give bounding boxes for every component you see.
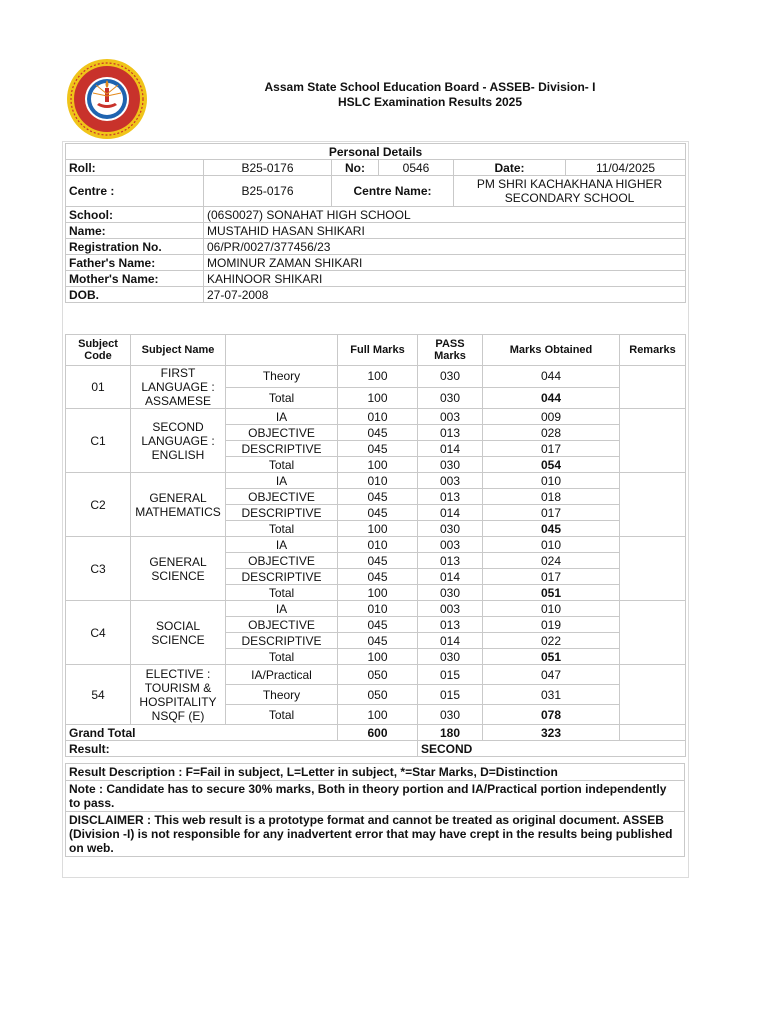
pass-marks: 003 — [418, 601, 483, 617]
date-label: Date: — [454, 160, 566, 176]
marks-obtained: 051 — [483, 649, 620, 665]
component-name: IA — [226, 601, 338, 617]
component-name: Total — [226, 585, 338, 601]
full-marks: 010 — [338, 601, 418, 617]
pass-marks: 030 — [418, 457, 483, 473]
full-marks: 045 — [338, 553, 418, 569]
marks-obtained: 010 — [483, 601, 620, 617]
full-marks: 050 — [338, 685, 418, 705]
full-marks: 100 — [338, 585, 418, 601]
dob-value: 27-07-2008 — [204, 287, 686, 303]
full-marks: 100 — [338, 521, 418, 537]
marks-obtained: 028 — [483, 425, 620, 441]
father-name-value: MOMINUR ZAMAN SHIKARI — [204, 255, 686, 271]
subject-code: C1 — [66, 409, 131, 473]
full-marks: 100 — [338, 387, 418, 409]
pass-marks: 013 — [418, 425, 483, 441]
marks-obtained: 045 — [483, 521, 620, 537]
table-row — [66, 665, 686, 685]
component-name: DESCRIPTIVE — [226, 441, 338, 457]
subject-code: C2 — [66, 473, 131, 537]
remarks-cell — [620, 665, 686, 725]
marks-obtained: 018 — [483, 489, 620, 505]
marks-obtained: 031 — [483, 685, 620, 705]
full-marks: 010 — [338, 409, 418, 425]
name-value: MUSTAHID HASAN SHIKARI — [204, 223, 686, 239]
marks-obtained: 054 — [483, 457, 620, 473]
pass-marks: 003 — [418, 473, 483, 489]
header-full-marks: Full Marks — [338, 335, 418, 366]
school-label: School: — [66, 207, 204, 223]
component-name: DESCRIPTIVE — [226, 633, 338, 649]
candidate-note: Note : Candidate has to secure 30% marks, Both in theory portion and IA/Practical portion independently to pass. — [66, 781, 685, 812]
registration-value: 06/PR/0027/377456/23 — [204, 239, 686, 255]
board-title: Assam State School Education Board - ASSEB- Division- I — [264, 80, 596, 94]
subject-name: ELECTIVE : TOURISM & HOSPITALITY NSQF (E) — [131, 665, 226, 725]
full-marks: 010 — [338, 473, 418, 489]
full-marks: 045 — [338, 505, 418, 521]
pass-marks: 030 — [418, 585, 483, 601]
component-name: Total — [226, 387, 338, 409]
result-value: SECOND — [418, 741, 686, 757]
personal-details-title: Personal Details — [66, 144, 686, 160]
component-name: Total — [226, 457, 338, 473]
pass-marks: 015 — [418, 665, 483, 685]
marks-obtained: 010 — [483, 473, 620, 489]
component-name: IA — [226, 409, 338, 425]
no-label: No: — [332, 160, 379, 176]
no-value: 0546 — [379, 160, 454, 176]
marks-obtained: 009 — [483, 409, 620, 425]
pass-marks: 013 — [418, 489, 483, 505]
component-name: OBJECTIVE — [226, 553, 338, 569]
date-value: 11/04/2025 — [566, 160, 686, 176]
marks-obtained: 044 — [483, 387, 620, 409]
mother-name-value: KAHINOOR SHIKARI — [204, 271, 686, 287]
pass-marks: 014 — [418, 633, 483, 649]
full-marks: 045 — [338, 441, 418, 457]
marks-table — [65, 334, 686, 757]
table-row — [66, 409, 686, 425]
component-name: OBJECTIVE — [226, 425, 338, 441]
component-name: IA — [226, 537, 338, 553]
component-name: DESCRIPTIVE — [226, 569, 338, 585]
marks-obtained: 022 — [483, 633, 620, 649]
asseb-logo-icon — [66, 58, 148, 140]
full-marks: 045 — [338, 617, 418, 633]
centre-name-value: PM SHRI KACHAKHANA HIGHER SECONDARY SCHOOL — [454, 176, 686, 207]
header-component — [226, 335, 338, 366]
pass-marks: 015 — [418, 685, 483, 705]
exam-title: HSLC Examination Results 2025 — [337, 95, 523, 109]
table-row — [66, 366, 686, 388]
marks-obtained: 024 — [483, 553, 620, 569]
disclaimer: DISCLAIMER : This web result is a prototype format and cannot be treated as original document. ASSEB (Division -I) is not responsible for any inadvertent error that may have crept in the results being published on web. — [66, 812, 685, 857]
subject-name: GENERAL MATHEMATICS — [131, 473, 226, 537]
pass-marks: 030 — [418, 366, 483, 388]
component-name: Total — [226, 649, 338, 665]
centre-label: Centre : — [66, 176, 204, 207]
header-pass-marks: PASS Marks — [418, 335, 483, 366]
subject-name: GENERAL SCIENCE — [131, 537, 226, 601]
pass-marks: 030 — [418, 387, 483, 409]
name-label: Name: — [66, 223, 204, 239]
result-description: Result Description : F=Fail in subject, L=Letter in subject, *=Star Marks, D=Distinction — [66, 764, 685, 781]
full-marks: 045 — [338, 489, 418, 505]
marks-obtained: 051 — [483, 585, 620, 601]
component-name: IA — [226, 473, 338, 489]
full-marks: 100 — [338, 457, 418, 473]
centre-name-label: Centre Name: — [332, 176, 454, 207]
subject-name: FIRST LANGUAGE : ASSAMESE — [131, 366, 226, 409]
pass-marks: 014 — [418, 505, 483, 521]
subject-code: C3 — [66, 537, 131, 601]
personal-details-table — [65, 143, 686, 303]
school-value: (06S0027) SONAHAT HIGH SCHOOL — [204, 207, 686, 223]
full-marks: 045 — [338, 569, 418, 585]
subject-code: 01 — [66, 366, 131, 409]
component-name: Total — [226, 521, 338, 537]
component-name: Theory — [226, 366, 338, 388]
component-name: Theory — [226, 685, 338, 705]
header-subject-code: Subject Code — [66, 335, 131, 366]
grand-total-full: 600 — [338, 725, 418, 741]
marks-obtained: 017 — [483, 505, 620, 521]
component-name: Total — [226, 705, 338, 725]
component-name: IA/Practical — [226, 665, 338, 685]
registration-label: Registration No. — [66, 239, 204, 255]
header-remarks: Remarks — [620, 335, 686, 366]
subject-code: C4 — [66, 601, 131, 665]
full-marks: 100 — [338, 366, 418, 388]
full-marks: 100 — [338, 705, 418, 725]
component-name: DESCRIPTIVE — [226, 505, 338, 521]
pass-marks: 014 — [418, 569, 483, 585]
pass-marks: 003 — [418, 537, 483, 553]
marks-obtained: 047 — [483, 665, 620, 685]
marks-obtained: 017 — [483, 441, 620, 457]
marks-obtained: 044 — [483, 366, 620, 388]
pass-marks: 013 — [418, 553, 483, 569]
marks-obtained: 017 — [483, 569, 620, 585]
remarks-cell — [620, 409, 686, 473]
remarks-cell — [620, 601, 686, 665]
pass-marks: 013 — [418, 617, 483, 633]
remarks-cell — [620, 537, 686, 601]
centre-value: B25-0176 — [204, 176, 332, 207]
grand-total-pass: 180 — [418, 725, 483, 741]
pass-marks: 030 — [418, 705, 483, 725]
roll-value: B25-0176 — [204, 160, 332, 176]
pass-marks: 003 — [418, 409, 483, 425]
full-marks: 010 — [338, 537, 418, 553]
pass-marks: 014 — [418, 441, 483, 457]
table-row — [66, 601, 686, 617]
full-marks: 100 — [338, 649, 418, 665]
footer-notes — [65, 763, 685, 857]
mother-name-label: Mother's Name: — [66, 271, 204, 287]
remarks-cell — [620, 366, 686, 409]
marks-obtained: 078 — [483, 705, 620, 725]
pass-marks: 030 — [418, 649, 483, 665]
component-name: OBJECTIVE — [226, 617, 338, 633]
grand-total-obtained: 323 — [483, 725, 620, 741]
full-marks: 045 — [338, 425, 418, 441]
header-subject-name: Subject Name — [131, 335, 226, 366]
subject-code: 54 — [66, 665, 131, 725]
result-label: Result: — [66, 741, 418, 757]
subject-name: SOCIAL SCIENCE — [131, 601, 226, 665]
table-row — [66, 537, 686, 553]
header-marks-obtained: Marks Obtained — [483, 335, 620, 366]
dob-label: DOB. — [66, 287, 204, 303]
component-name: OBJECTIVE — [226, 489, 338, 505]
father-name-label: Father's Name: — [66, 255, 204, 271]
marks-obtained: 019 — [483, 617, 620, 633]
remarks-cell — [620, 473, 686, 537]
grand-total-label: Grand Total — [66, 725, 338, 741]
full-marks: 050 — [338, 665, 418, 685]
pass-marks: 030 — [418, 521, 483, 537]
subject-name: SECOND LANGUAGE : ENGLISH — [131, 409, 226, 473]
full-marks: 045 — [338, 633, 418, 649]
grand-total-remarks — [620, 725, 686, 741]
roll-label: Roll: — [66, 160, 204, 176]
table-row — [66, 473, 686, 489]
marks-obtained: 010 — [483, 537, 620, 553]
